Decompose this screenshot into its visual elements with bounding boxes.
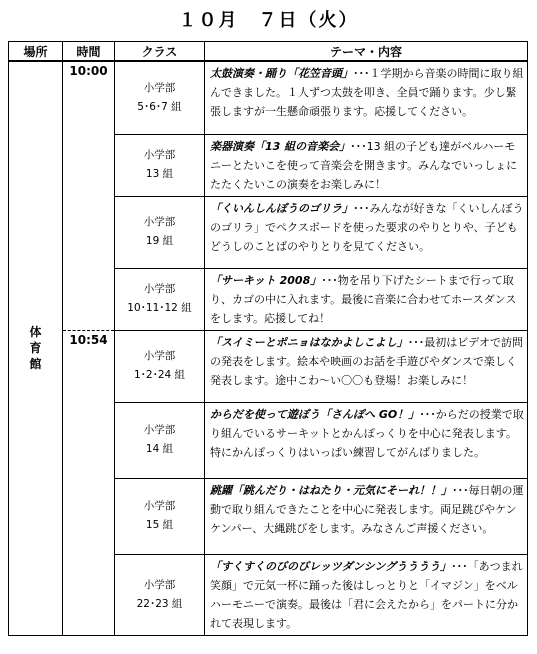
- schedule-table: [8, 41, 528, 636]
- class-cell: [115, 196, 205, 268]
- class-groups: 10･11･12 組: [127, 302, 192, 314]
- table-header-row: [9, 42, 528, 62]
- time-cell: 10:00: [63, 61, 115, 330]
- page-title: １０月 ７日（火）: [178, 10, 359, 31]
- header-theme: テーマ・内容: [205, 42, 528, 62]
- theme-body: ･･･13 組の子ども達がベルハーモニーとたいこを使って音楽会を開きます。みんなでいっしょにたたくたいこの演奏をお楽しみに！: [210, 139, 518, 191]
- class-cell: [115, 268, 205, 330]
- class-grade: 小学部: [143, 500, 176, 512]
- theme-title: 跳躍「跳んだり・はねたり・元気にそーれ！！」: [210, 483, 452, 497]
- theme-cell: [205, 330, 528, 402]
- class-groups: 1･2･24 組: [133, 369, 186, 381]
- header-class: クラス: [115, 42, 205, 62]
- class-cell: [115, 402, 205, 478]
- theme-body: ･･･物を吊り下げたシートまで行って取り、カゴの中に入れます。最後に音楽に合わせてホースダンスをします。応援してね！: [210, 273, 517, 325]
- theme-cell: [205, 134, 528, 196]
- class-cell: [115, 330, 205, 402]
- class-groups: 14 組: [145, 443, 174, 455]
- theme-title: 「すくすくのびのびレッツダンシングうううう」: [210, 559, 452, 573]
- class-grade: 小学部: [143, 81, 176, 94]
- table-row: [9, 330, 528, 402]
- class-groups: 19 組: [145, 235, 174, 247]
- theme-body: ･･･毎日朝の運動で取り組んできたことを中心に発表します。両足跳びやケンケンパー、大縄跳びをします。みなさんご声援ください。: [210, 483, 524, 535]
- place-cell: [9, 61, 63, 635]
- class-cell: [115, 134, 205, 196]
- theme-title: 「スイミーとポニョはなかよしこよし」: [210, 335, 408, 349]
- theme-body: ･･･最初はビデオで訪問の発表をします。絵本や映画のお話を手遊びやダンスで楽しく発表します。途中こわ～い〇〇も登場！お楽しみに！: [210, 335, 524, 387]
- theme-cell: [205, 268, 528, 330]
- theme-body: ･･･からだの授業で取り組んでいるサーキットとかんぽっくりを中心に発表します。特にかんぽっくりはいっぱい練習してがんばりました。: [210, 407, 524, 459]
- theme-title: 太鼓演奏・踊り「花笠音頭」: [210, 67, 353, 80]
- class-cell: [115, 554, 205, 635]
- theme-cell: [205, 61, 528, 134]
- theme-body: ･･･「あつまれ笑顔」で元気一杯に踊った後はしっとりと「イマジン」をベルハーモニーで演奏。最後は「君に会えたから」をパートに分かれて表現します。: [210, 559, 523, 630]
- theme-cell: [205, 196, 528, 268]
- class-grade: 小学部: [143, 216, 176, 228]
- class-grade: 小学部: [143, 350, 176, 362]
- theme-body: ･･･１学期から音楽の時間に取り組んできました。１人ずつ太鼓を叩き、全員で踊ります。少し緊張しますが一生懸命頑張ります。応援してください。: [210, 67, 524, 118]
- theme-title: 「サーキット 2008」: [210, 273, 322, 287]
- theme-cell: [205, 478, 528, 554]
- class-cell: [115, 61, 205, 134]
- theme-title: からだを使って遊ぼう「さんぽへ GO！」: [210, 407, 420, 421]
- class-groups: 5･6･7 組: [137, 100, 182, 113]
- class-cell: [115, 478, 205, 554]
- theme-title: 「くいんしんぼうのゴリラ」: [210, 201, 353, 215]
- class-grade: 小学部: [143, 283, 176, 295]
- theme-body: ･･･みんなが好きな「くいしんぼうのゴリラ」でペクスボードを使った要求のやりとりや、子どもどうしのことばのやりとりを見てください。: [210, 201, 524, 253]
- class-groups: 13 組: [145, 168, 174, 180]
- header-time: 時間: [63, 42, 115, 62]
- header-place: 場所: [9, 42, 63, 62]
- place-label: 体 育 館: [29, 325, 42, 372]
- class-grade: 小学部: [143, 578, 176, 591]
- table-row: [9, 61, 528, 134]
- class-grade: 小学部: [143, 424, 176, 436]
- time-cell: 10:54: [63, 330, 115, 635]
- class-groups: 15 組: [145, 519, 174, 531]
- theme-title: 楽器演奏「13 組の音楽会」: [210, 139, 351, 153]
- theme-cell: [205, 554, 528, 635]
- class-groups: 22･23 組: [136, 597, 183, 610]
- theme-cell: [205, 402, 528, 478]
- class-grade: 小学部: [143, 149, 176, 161]
